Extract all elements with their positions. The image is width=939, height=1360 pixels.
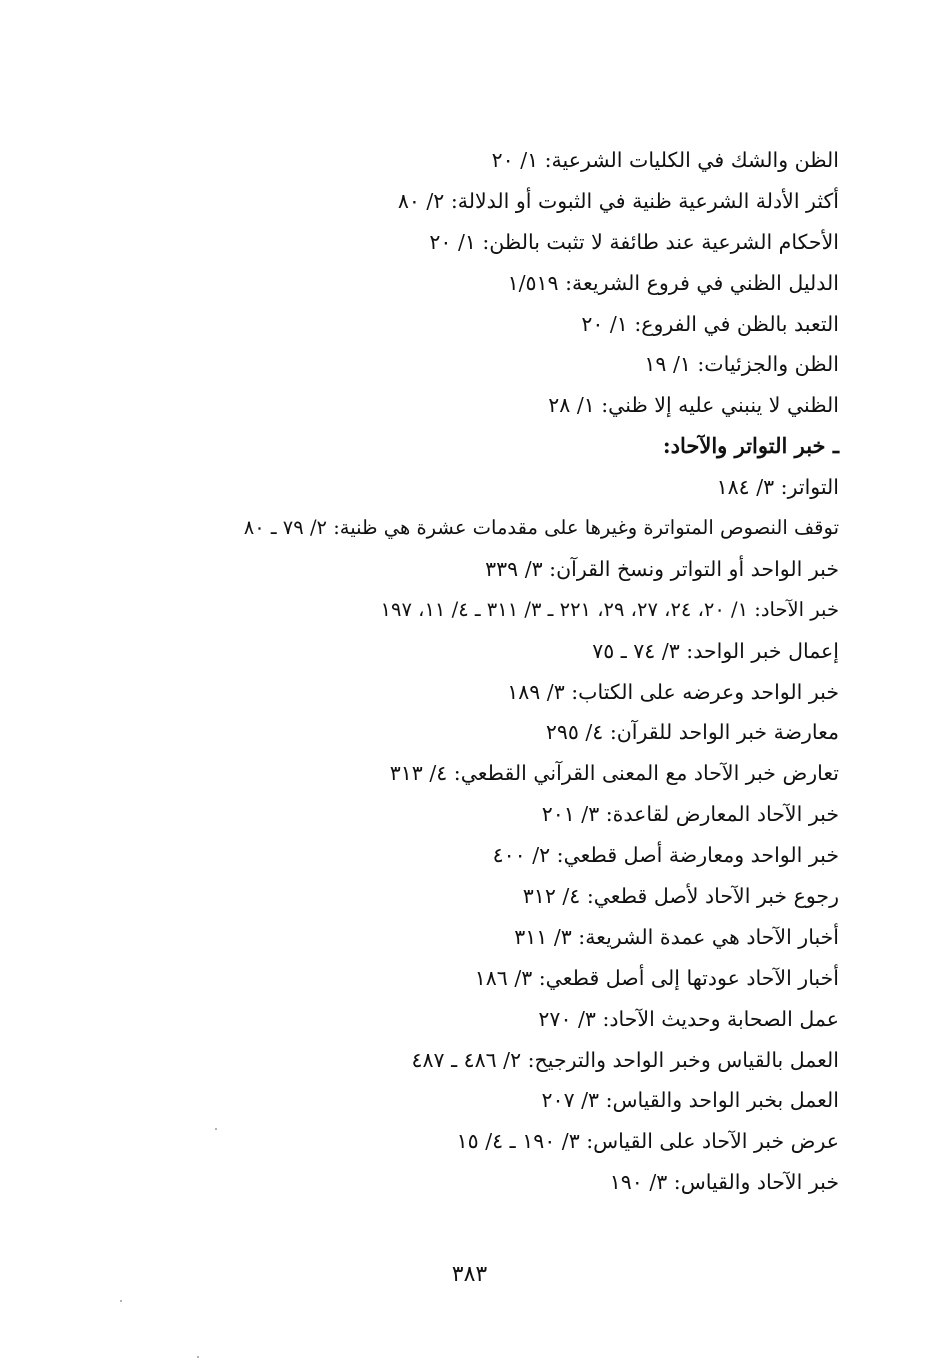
index-entry: رجوع خبر الآحاد لأصل قطعي: ٤/ ٣١٢ bbox=[522, 884, 839, 909]
index-entry: تعارض خبر الآحاد مع المعنى القرآني القطعي: ٤/ ٣١٣ bbox=[389, 761, 839, 786]
index-entry: معارضة خبر الواحد للقرآن: ٤/ ٢٩٥ bbox=[545, 720, 839, 745]
index-entry: عرض خبر الآحاد على القياس: ٣/ ١٩٠ ـ ٤/ ١٥ bbox=[456, 1129, 839, 1154]
index-entry: التعبد بالظن في الفروع: ١/ ٢٠ bbox=[581, 311, 839, 336]
index-entry: الأحكام الشرعية عند طائفة لا تثبت بالظن: ١/ ٢٠ bbox=[429, 229, 839, 254]
index-entry: خبر الواحد وعرضه على الكتاب: ٣/ ١٨٩ bbox=[507, 679, 839, 704]
index-entry: خبر الآحاد: ١/ ٢٠، ٢٤، ٢٧، ٢٩، ٢٢١ ـ ٣/ ٣١١ ـ ٤/ ١١، ١٩٧ bbox=[380, 597, 839, 621]
scan-speck bbox=[215, 1128, 217, 1130]
index-entry: التواتر: ٣/ ١٨٤ bbox=[716, 475, 839, 500]
scan-speck bbox=[120, 1300, 122, 1302]
section-heading: ـ خبر التواتر والآحاد: bbox=[662, 433, 839, 459]
index-entry: خبر الآحاد المعارض لقاعدة: ٣/ ٢٠١ bbox=[541, 802, 839, 827]
page-number: ٣٨٣ bbox=[451, 1262, 488, 1287]
index-entry: أخبار الآحاد هي عمدة الشريعة: ٣/ ٣١١ bbox=[514, 924, 839, 949]
index-entry: خبر الواحد أو التواتر ونسخ القرآن: ٣/ ٣٣٩ bbox=[485, 556, 839, 581]
index-entry: الظني لا ينبني عليه إلا ظني: ١/ ٢٨ bbox=[548, 393, 839, 418]
index-entry: الظن والشك في الكليات الشرعية: ١/ ٢٠ bbox=[491, 148, 839, 172]
index-entries bbox=[199, 140, 839, 1203]
index-entry: الدليل الظني في فروع الشريعة: ١/٥١٩ bbox=[507, 270, 839, 295]
index-entry: أخبار الآحاد عودتها إلى أصل قطعي: ٣/ ١٨٦ bbox=[474, 965, 839, 990]
index-entry: الظن والجزئيات: ١/ ١٩ bbox=[644, 352, 839, 377]
index-entry: أكثر الأدلة الشرعية ظنية في الثبوت أو الدلالة: ٢/ ٨٠ bbox=[397, 188, 839, 213]
scan-speck bbox=[197, 1356, 199, 1358]
index-entry: عمل الصحابة وحديث الآحاد: ٣/ ٢٧٠ bbox=[538, 1006, 839, 1031]
index-entry: إعمال خبر الواحد: ٣/ ٧٤ ـ ٧٥ bbox=[592, 638, 839, 663]
index-entry: العمل بخبر الواحد والقياس: ٣/ ٢٠٧ bbox=[541, 1088, 839, 1113]
index-entry: خبر الآحاد والقياس: ٣/ ١٩٠ bbox=[609, 1170, 839, 1195]
index-entry: خبر الواحد ومعارضة أصل قطعي: ٢/ ٤٠٠ bbox=[492, 843, 839, 868]
index-entry: العمل بالقياس وخبر الواحد والترجيح: ٢/ ٤٨٦ ـ ٤٨٧ bbox=[411, 1047, 839, 1072]
index-entry: توقف النصوص المتواترة وغيرها على مقدمات عشرة هي ظنية: ٢/ ٧٩ ـ ٨٠ bbox=[243, 516, 839, 540]
